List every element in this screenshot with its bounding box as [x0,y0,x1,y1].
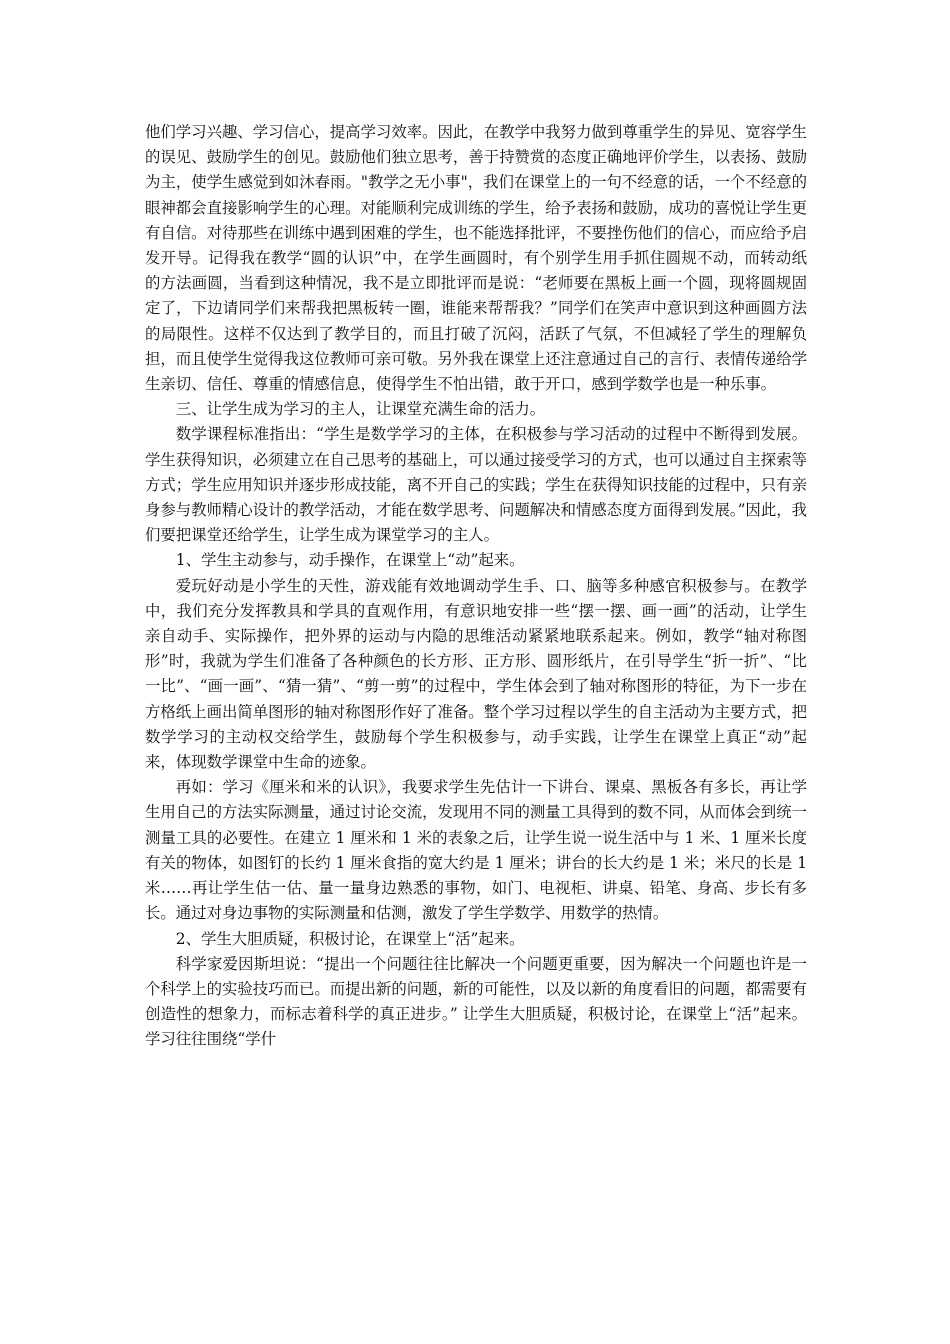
subheading-1: 1、学生主动参与，动手操作，在课堂上“动”起来。 [175,551,525,570]
paragraph-measurement: 再如：学习《厘米和米的认识》，我要求学生先估计一下讲台、课桌、黑板各有多长，再让学生用自己的方法实际测量，通过讨论交流，发现用不同的测量工具得到的数不同，从而体会到统一测量工具的必要性。在建立 1 厘米和 1 米的表象之后，让学生说一说生活中与 1 米、1 厘米长度有关的物体，如图钉的长约 1 厘米食指的宽大约是 1 厘米；讲台的长大约是 1 米；米尺的长是 1 米……再让学生估一估、量一量身边熟悉的事物，如门、电视柜、讲桌、铅笔、身高、步长有多长。通过对身边事物的实际测量和估测，激发了学生学数学、用数学的热情。 [145,778,807,923]
paragraph-hands-on: 爱玩好动是小学生的天性，游戏能有效地调动学生手、口、脑等多种感官积极参与。在教学中，我们充分发挥教具和学具的直观作用，有意识地安排一些“摆一摆、画一画”的活动，让学生亲自动手、实际操作，把外界的运动与内隐的思维活动紧紧地联系起来。例如，教学“轴对称图形”时，我就为学生们准备了各种颜色的长方形、正方形、圆形纸片，在引导学生“折一折”、“比一比”、“画一画”、“猜一猜”、“剪一剪”的过程中，学生体会到了轴对称图形的特征，为下一步在方格纸上画出简单图形的轴对称图形作好了准备。整个学习过程以学生的自主活动为主要方式，把数学学习的主动权交给学生，鼓励每个学生积极参与，动手实践，让学生在课堂上真正“动”起来，体现数学课堂中生命的迹象。 [145,576,807,772]
paragraph-einstein: 科学家爱因斯坦说：“提出一个问题往往比解决一个问题更重要，因为解决一个问题也许是一个科学上的实验技巧而已。而提出新的问题，新的可能性，以及以新的角度看旧的问题，都需要有创造性的想象力，而标志着科学的真正进步。” 让学生大胆质疑，积极讨论，在课堂上“活”起来。学习往往围绕“学什 [145,954,807,1049]
document-page [145,120,807,1053]
subheading-2: 2、学生大胆质疑，积极讨论，在课堂上“活”起来。 [175,929,525,948]
paragraph-curriculum-standard: 数学课程标准指出：“学生是数学学习的主体，在积极参与学习活动的过程中不断得到发展。学生获得知识，必须建立在自己思考的基础上，可以通过接受学习的方式，也可以通过自主探索等方式；学生应用知识并逐步形成技能，离不开自己的实践；学生在获得知识技能的过程中，只有亲身参与教师精心设计的教学活动，才能在数学思考、问题解决和情感态度方面得到发展。”因此，我们要把课堂还给学生，让学生成为课堂学习的主人。 [145,425,807,545]
section-heading-3: 三、让学生成为学习的主人，让课堂充满生命的活力。 [175,400,546,419]
paragraph-1: 他们学习兴趣、学习信心，提高学习效率。因此，在教学中我努力做到尊重学生的异见、宽容学生的误见、鼓励学生的创见。鼓励他们独立思考，善于持赞赏的态度正确地评价学生，以表扬、鼓励为主，使学生感觉到如沐春雨。"教学之无小事"，我们在课堂上的一句不经意的话，一个不经意的眼神都会直接影响学生的心理。对能顺利完成训练的学生，给予表扬和鼓励，成功的喜悦让学生更有自信。对待那些在训练中遇到困难的学生，也不能选择批评，不要挫伤他们的信心，而应给予启发开导。记得我在教学“圆的认识”中，在学生画圆时，有个别学生用手抓住圆规不动，而转动纸的方法画圆，当看到这种情况，我不是立即批评而是说：“老师要在黑板上画一个圆，现将圆规固定了，下边请同学们来帮我把黑板转一圈，谁能来帮帮我？”同学们在笑声中意识到这种画圆方法的局限性。这样不仅达到了教学目的，而且打破了沉闷，活跃了气氛，不但减轻了学生的理解负担，而且使学生觉得我这位教师可亲可敬。另外我在课堂上还注意通过自己的言行、表情传递给学生亲切、信任、尊重的情感信息，使得学生不怕出错，敢于开口，感到学数学也是一种乐事。 [145,123,807,394]
